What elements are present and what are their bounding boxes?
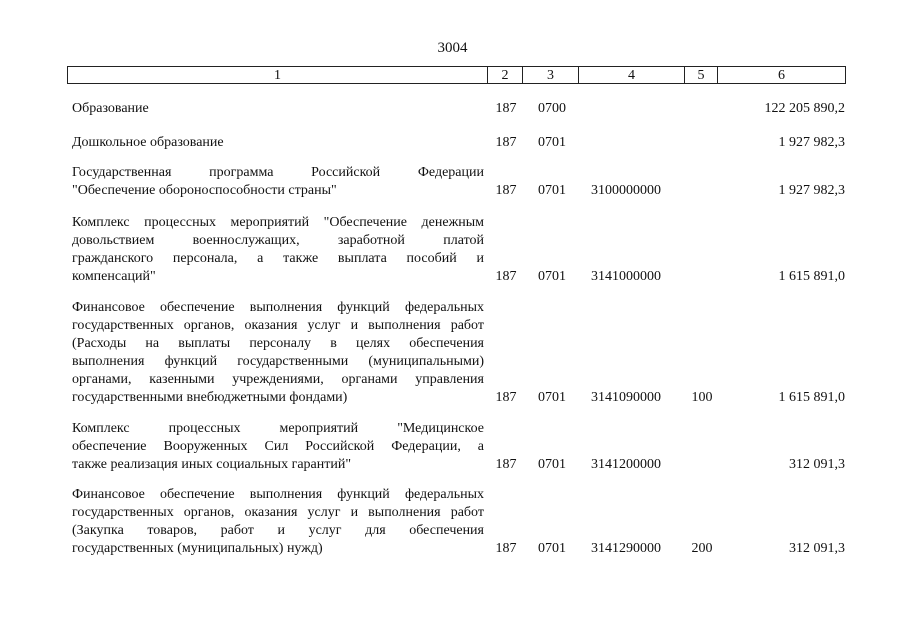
row-col-6: 312 091,3 <box>789 541 845 556</box>
table-row <box>0 420 905 474</box>
header-col-6: 6 <box>778 68 785 83</box>
row-name <box>72 299 484 407</box>
row-col-3: 0701 <box>538 269 566 284</box>
row-name-line: органами, казенными учреждениями, органами управления <box>72 372 484 387</box>
row-name-line: "Обеспечение обороноспособности страны" <box>72 183 337 198</box>
row-col-2: 187 <box>495 101 517 116</box>
row-name-line: гражданского персонала, а также выплата пособий и <box>72 251 484 266</box>
header-col-5: 5 <box>685 67 718 83</box>
row-name-line: также реализация иных социальных гарантий" <box>72 457 352 472</box>
row-name-line: Финансовое обеспечение выполнения функций федеральных <box>72 487 484 502</box>
row-name <box>72 214 484 286</box>
row-col-6: 1 615 891,0 <box>778 390 845 405</box>
row-name-line: государственных органов, оказания услуг и выполнения работ <box>72 505 484 520</box>
table-row <box>0 486 905 558</box>
row-name <box>72 100 484 118</box>
row-name-line: обеспечение Вооруженных Сил Российской Федерации, а <box>72 439 484 454</box>
row-name-line: (Расходы на выплаты персоналу в целях обеспечения <box>72 336 484 351</box>
row-col-3: 0701 <box>538 390 566 405</box>
row-col-6: 122 205 890,2 <box>764 101 845 116</box>
row-col-2: 187 <box>495 135 517 150</box>
row-name <box>72 164 484 200</box>
row-name-line: (Закупка товаров, работ и услуг для обеспечения <box>72 523 484 538</box>
row-name <box>72 486 484 558</box>
row-name-line: компенсаций" <box>72 269 156 284</box>
table-row <box>0 134 905 152</box>
row-col-3: 0701 <box>538 541 566 556</box>
row-col-3: 0701 <box>538 457 566 472</box>
row-name-line: Комплекс процессных мероприятий "Медицинское <box>72 421 484 436</box>
row-name-line: Образование <box>72 101 149 116</box>
table-row <box>0 164 905 200</box>
row-col-4: 3141000000 <box>591 269 661 284</box>
row-col-2: 187 <box>495 390 517 405</box>
row-col-6: 1 615 891,0 <box>778 269 845 284</box>
row-col-4: 3141200000 <box>591 457 661 472</box>
row-col-2: 187 <box>495 269 517 284</box>
table-row <box>0 214 905 286</box>
row-name <box>72 420 484 474</box>
header-col-4: 4 <box>579 67 685 83</box>
row-col-2: 187 <box>495 541 517 556</box>
row-name-line: Финансовое обеспечение выполнения функций федеральных <box>72 300 484 315</box>
page-number: 3004 <box>437 40 468 56</box>
row-col-6: 312 091,3 <box>789 457 845 472</box>
row-col-6: 1 927 982,3 <box>778 135 845 150</box>
row-col-4: 3141290000 <box>591 541 661 556</box>
row-col-6: 1 927 982,3 <box>778 183 845 198</box>
table-header <box>67 66 846 84</box>
row-name-line: выполнения функций государственными (муниципальными) <box>72 354 484 369</box>
row-col-5: 100 <box>691 390 713 405</box>
row-name-line: государственных органов, оказания услуг и выполнения работ <box>72 318 484 333</box>
header-col-2: 2 <box>488 67 523 83</box>
row-name-line: государственных (муниципальных) нужд) <box>72 541 323 556</box>
row-name <box>72 134 484 152</box>
row-col-2: 187 <box>495 183 517 198</box>
row-name-line: довольствием военнослужащих, заработной платой <box>72 233 484 248</box>
row-col-4: 3100000000 <box>591 183 661 198</box>
table-row <box>0 299 905 407</box>
header-col-1: 1 <box>68 67 488 83</box>
row-col-5: 200 <box>691 541 713 556</box>
row-name-line: Комплекс процессных мероприятий "Обеспечение денежным <box>72 215 484 230</box>
row-col-3: 0700 <box>538 101 566 116</box>
row-name-line: государственными внебюджетными фондами) <box>72 390 348 405</box>
row-name-line: Дошкольное образование <box>72 135 224 150</box>
row-name-line: Государственная программа Российской Федерации <box>72 165 484 180</box>
row-col-2: 187 <box>495 457 517 472</box>
row-col-4: 3141090000 <box>591 390 661 405</box>
row-col-3: 0701 <box>538 135 566 150</box>
header-col-3: 3 <box>523 67 579 83</box>
table-row <box>0 100 905 118</box>
row-col-3: 0701 <box>538 183 566 198</box>
